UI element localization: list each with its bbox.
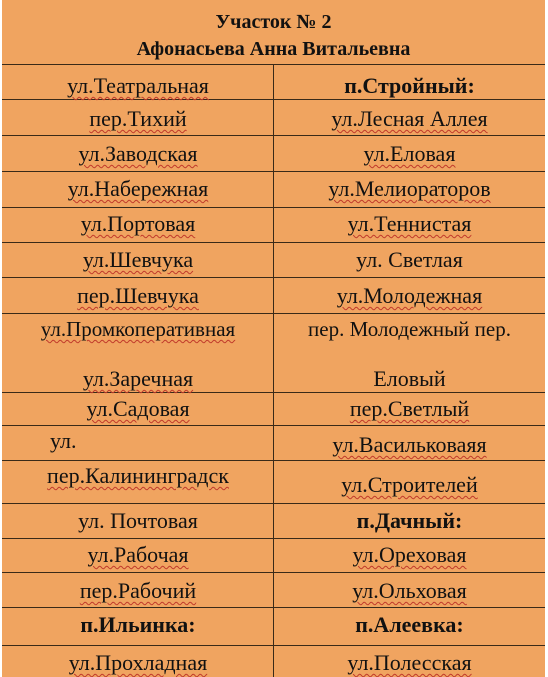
right-cell: п.Стройный:: [344, 73, 475, 98]
left-cell: ул.Заводская: [78, 141, 198, 166]
left-cell: ул.Прохладная: [68, 650, 208, 675]
right-cell: ул.Ольховая: [352, 578, 467, 603]
left-cell: ул.Театральная: [67, 73, 209, 98]
left-cell: ул.Портовая: [80, 211, 196, 236]
left-cell: пер.Калининградск: [47, 463, 229, 488]
deputy-name: Афонасьева Анна Витальевна: [136, 38, 411, 60]
left-cell: п.Ильинка:: [80, 612, 196, 637]
right-cell: ул.Молодежная: [336, 283, 483, 308]
left-cell: ул.Шевчука: [82, 247, 194, 272]
left-cell: ул.Заречная: [82, 366, 194, 391]
right-cell: п.Алеевка:: [355, 612, 464, 637]
left-cell: ул.: [50, 428, 77, 453]
district-title: Участок № 2: [215, 11, 332, 33]
right-cell: ул.Еловая: [363, 141, 456, 166]
table-header: [2, 0, 545, 65]
right-cell: ул.Полесская: [347, 650, 472, 675]
left-cell: пер.Рабочий: [79, 578, 197, 603]
right-cell: ул.Васильковаяя: [332, 432, 487, 457]
right-cell: ул.Строителей: [341, 472, 478, 497]
right-cell: ул.Теннистая: [347, 211, 472, 236]
column-divider: [273, 64, 274, 677]
right-cell: ул. Светлая: [356, 247, 463, 272]
left-cell: ул.Промкоперативная: [40, 317, 236, 341]
right-cell: ул.Мелиораторов: [328, 176, 491, 201]
right-cell: Еловый: [373, 366, 446, 391]
left-cell: ул.Садовая: [86, 396, 190, 421]
right-cell: ул.Лесная Аллея: [331, 106, 488, 131]
left-cell: пер.Шевчука: [77, 283, 199, 308]
address-table: [2, 0, 545, 677]
left-cell: ул.Набережная: [67, 176, 209, 201]
left-cell: ул.Рабочая: [87, 542, 189, 567]
right-cell: пер. Молодежный пер.: [308, 317, 511, 341]
right-cell: пер.Светлый: [349, 396, 470, 421]
right-cell: ул.Ореховая: [352, 542, 467, 567]
left-cell: пер.Тихий: [89, 106, 187, 131]
left-cell: ул. Почтовая: [78, 508, 198, 533]
right-cell: п.Дачный:: [356, 508, 463, 533]
